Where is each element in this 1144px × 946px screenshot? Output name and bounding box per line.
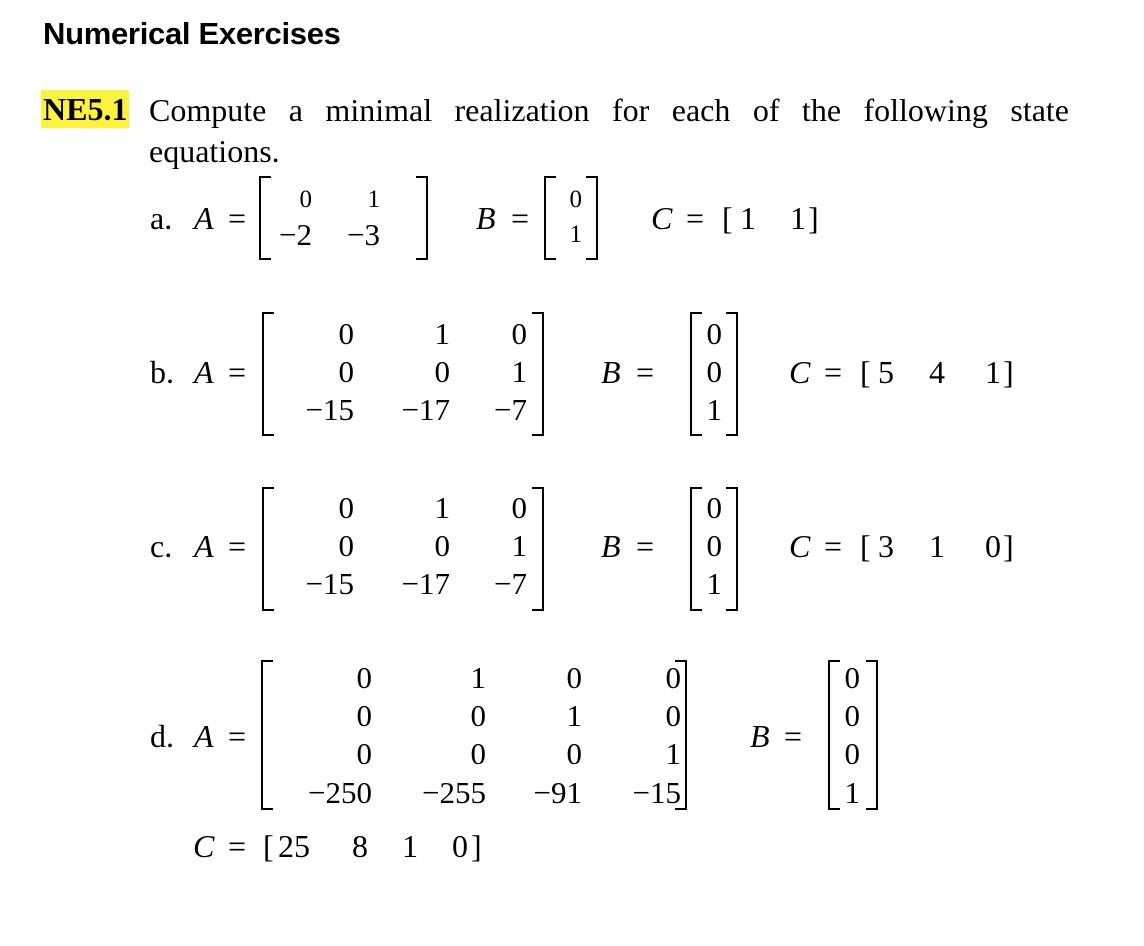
- matrix-cell: 0: [470, 698, 486, 733]
- matrix-cell: −15: [632, 775, 681, 810]
- matrix-cell: −7: [494, 392, 527, 427]
- right-bracket: [675, 660, 687, 810]
- matrix-cell: 0: [434, 528, 450, 563]
- row-bracket-right: ]: [1003, 528, 1014, 564]
- row-cell: 1: [985, 354, 1001, 390]
- row-bracket-right: ]: [808, 200, 819, 236]
- section-heading: Numerical Exercises: [43, 16, 341, 51]
- matrix-cell: 0: [338, 354, 354, 389]
- equals-sign: =: [636, 354, 655, 390]
- matrix-cell: −2: [279, 217, 312, 252]
- matrix-cell: 0: [706, 316, 722, 351]
- part-label: a.: [150, 200, 173, 236]
- matrix-a-symbol: A: [194, 354, 214, 390]
- matrix-b-symbol: B: [601, 528, 621, 564]
- matrix-cell: 0: [665, 660, 681, 695]
- row-bracket-left: [: [263, 828, 274, 864]
- matrix-cell: 0: [299, 186, 312, 213]
- matrix-cell: 0: [844, 698, 860, 733]
- row-bracket-left: [: [860, 528, 871, 564]
- equals-sign: =: [228, 718, 247, 754]
- matrix-cell: 0: [338, 490, 354, 525]
- row-bracket-right: ]: [1003, 354, 1014, 390]
- equals-sign: =: [636, 528, 655, 564]
- row-bracket-left: [: [860, 354, 871, 390]
- matrix-cell: 0: [356, 660, 372, 695]
- row-cell: 1: [790, 200, 806, 236]
- row-cell: 1: [929, 528, 945, 564]
- row-bracket-left: [: [722, 200, 733, 236]
- matrix-cell: 0: [356, 698, 372, 733]
- part-label: c.: [150, 528, 173, 564]
- matrix-cell: 0: [706, 354, 722, 389]
- matrix-cell: −255: [422, 775, 486, 810]
- matrix-cell: 0: [706, 528, 722, 563]
- part-label: d.: [150, 718, 174, 754]
- matrix-cell: 1: [367, 186, 380, 213]
- matrix-cell: 0: [338, 316, 354, 351]
- matrix-c-symbol: C: [789, 354, 811, 390]
- matrix-cell: 1: [434, 316, 450, 351]
- equals-sign: =: [228, 200, 247, 236]
- matrix-c-symbol: C: [789, 528, 811, 564]
- left-bracket: [544, 176, 556, 260]
- matrix-cell: 1: [511, 528, 527, 563]
- matrix-cell: 1: [569, 221, 582, 248]
- matrix-cell: 0: [844, 660, 860, 695]
- matrix-cell: −91: [533, 775, 582, 810]
- matrix-b-symbol: B: [476, 200, 496, 236]
- right-bracket: [726, 312, 738, 436]
- matrix-cell: −17: [401, 392, 450, 427]
- part-label: b.: [150, 354, 174, 390]
- matrix-cell: 1: [511, 354, 527, 389]
- row-cell: 1: [402, 828, 418, 864]
- matrix-cell: −15: [305, 392, 354, 427]
- right-bracket: [866, 660, 878, 810]
- equals-sign: =: [824, 354, 843, 390]
- row-bracket-right: ]: [471, 828, 482, 864]
- matrix-cell: 0: [566, 736, 582, 771]
- matrix-cell: 1: [470, 660, 486, 695]
- row-cell: 5: [878, 354, 894, 390]
- matrix-c-symbol: C: [193, 828, 215, 864]
- matrix-cell: 1: [434, 490, 450, 525]
- right-bracket: [532, 312, 544, 436]
- matrix-cell: 0: [511, 490, 527, 525]
- matrix-cell: 0: [566, 660, 582, 695]
- row-cell: 1: [740, 200, 756, 236]
- matrix-cell: 0: [434, 354, 450, 389]
- matrix-cell: −7: [494, 566, 527, 601]
- matrix-b-symbol: B: [601, 354, 621, 390]
- equals-sign: =: [686, 200, 705, 236]
- matrix-b-symbol: B: [750, 718, 770, 754]
- matrix-cell: 1: [706, 392, 722, 427]
- matrix-cell: 1: [566, 698, 582, 733]
- row-cell: 4: [929, 354, 945, 390]
- problem-label: NE5.1: [43, 91, 128, 127]
- equals-sign: =: [228, 354, 247, 390]
- matrix-cell: 0: [569, 186, 582, 213]
- row-cell: 8: [352, 828, 368, 864]
- matrix-cell: 1: [844, 775, 860, 810]
- row-cell: 0: [985, 528, 1001, 564]
- matrix-a-symbol: A: [194, 718, 214, 754]
- equals-sign: =: [824, 528, 843, 564]
- problem-statement: Compute a minimal realization for each of the following state equations.: [149, 92, 1069, 169]
- matrix-cell: −250: [308, 775, 372, 810]
- equals-sign: =: [784, 718, 803, 754]
- matrix-a-symbol: A: [194, 528, 214, 564]
- matrix-cell: 0: [665, 698, 681, 733]
- right-bracket: [532, 487, 544, 611]
- matrix-c-symbol: C: [651, 200, 673, 236]
- equals-sign: =: [228, 828, 247, 864]
- matrix-cell: 1: [665, 736, 681, 771]
- equals-sign: =: [228, 528, 247, 564]
- matrix-cell: 0: [706, 490, 722, 525]
- right-bracket: [416, 176, 428, 260]
- row-cell: 0: [452, 828, 468, 864]
- row-cell: 3: [878, 528, 894, 564]
- matrix-a-symbol: A: [194, 200, 214, 236]
- matrix-cell: 0: [356, 736, 372, 771]
- matrix-cell: −17: [401, 566, 450, 601]
- row-cell: 25: [278, 828, 310, 864]
- matrix-cell: 0: [338, 528, 354, 563]
- matrix-cell: 0: [511, 316, 527, 351]
- right-bracket: [726, 487, 738, 611]
- matrix-cell: 0: [470, 736, 486, 771]
- right-bracket: [586, 176, 598, 260]
- matrix-cell: 0: [844, 736, 860, 771]
- matrix-cell: 1: [706, 566, 722, 601]
- equals-sign: =: [511, 200, 530, 236]
- matrix-cell: −15: [305, 566, 354, 601]
- matrix-cell: −3: [347, 217, 380, 252]
